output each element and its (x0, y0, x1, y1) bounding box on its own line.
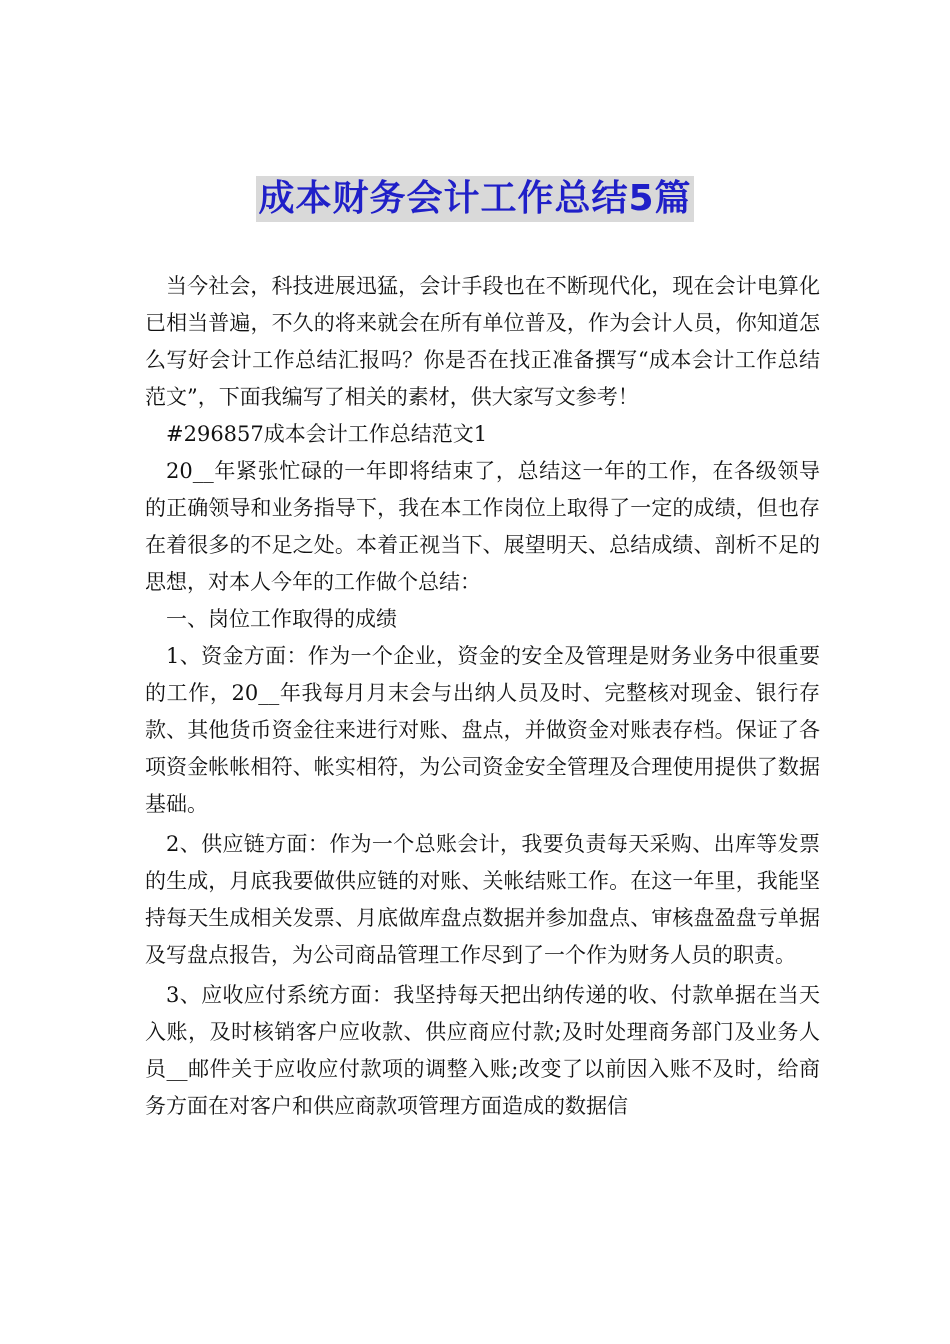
paragraph-intro: 当今社会，科技进展迅猛，会计手段也在不断现代化，现在会计电算化已相当普遍，不久的将来就会在所有单位普及，作为会计人员，你知道怎么写好会计工作总结汇报吗？你是否在找正准备撰写“成本会计工作总结范文”，下面我编写了相关的素材，供大家写文参考！ (145, 274, 820, 409)
paragraph-item-2-supply-chain: 2、供应链方面：作为一个总账会计，我要负责每天采购、出库等发票的生成，月底我要做供应链的对账、关帐结账工作。在这一年里，我能坚持每天生成相关发票、月底做库盘点数据并参加盘点、审核盘盈盘亏单据及写盘点报告，为公司商品管理工作尽到了一个作为财务人员的职责。 (145, 832, 820, 967)
paragraph-item-1-funds: 1、资金方面：作为一个企业，资金的安全及管理是财务业务中很重要的工作，20__年我每月月末会与出纳人员及时、完整核对现金、银行存款、其他货币资金往来进行对账、盘点，并做资金对账表存档。保证了各项资金帐帐相符、帐实相符，为公司资金安全管理及合理使用提供了数据基础。 (145, 644, 820, 816)
paragraph-heading-achievements: 一、岗位工作取得的成绩 (166, 607, 397, 631)
paragraph-summary-opening: 20__年紧张忙碌的一年即将结束了，总结这一年的工作，在各级领导的正确领导和业务指导下，我在本工作岗位上取得了一定的成绩，但也存在着很多的不足之处。本着正视当下、展望明天、总结成绩、剖析不足的思想，对本人今年的工作做个总结： (145, 459, 820, 594)
paragraph-item-3-receivables-payables: 3、应收应付系统方面：我坚持每天把出纳传递的收、付款单据在当天入账，及时核销客户应收款、供应商应付款;及时处理商务部门及业务人员__邮件关于应收应付款项的调整入账;改变了以前因入账不及时，给商务方面在对客户和供应商款项管理方面造成的数据信 (145, 983, 820, 1118)
document-title: 成本财务会计工作总结5篇 (256, 176, 693, 222)
document-body (145, 268, 820, 1125)
paragraph-section-heading: #296857成本会计工作总结范文1 (166, 422, 488, 446)
title-container (0, 176, 950, 222)
